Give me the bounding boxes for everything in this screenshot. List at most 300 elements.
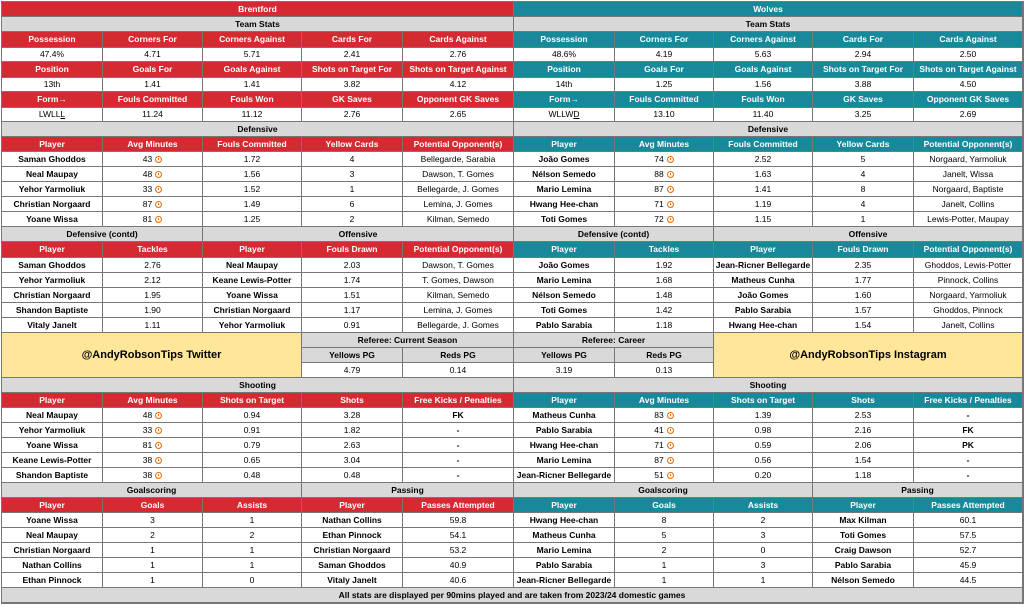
wolves-passing-cell (813, 558, 914, 573)
brentford-defensive-cell-text: 81 (142, 213, 153, 224)
brentford-defcontd-cell-text: Saman Ghoddos (18, 259, 86, 270)
wolves-defensive-cell-text: 8 (860, 183, 866, 194)
wolves-goalscoring-cell (714, 573, 813, 588)
wolves-goalscoring-title (514, 483, 813, 498)
wolves-offensive-cell (813, 303, 914, 318)
brentford-defensive-header-text: Yellow Cards (325, 138, 379, 149)
wolves-form-text: WLLWD (548, 109, 580, 120)
wolves-defcontd-cell (514, 303, 615, 318)
brentford-shooting-cell (2, 408, 103, 423)
wolves-summary-header-text: Position (547, 64, 581, 75)
wolves-offensive-cell-text: Pinnock, Collins (937, 274, 999, 285)
clock-icon (155, 156, 162, 163)
wolves-defcontd-cell (514, 318, 615, 333)
brentford-shooting-cell (302, 423, 403, 438)
brentford-defcontd-cell-text: Shandon Baptiste (15, 304, 89, 315)
wolves-defcontd-header-text: Player (551, 244, 577, 255)
brentford-defcontd-cell (2, 303, 103, 318)
brentford-defcontd-cell (2, 258, 103, 273)
wolves-shooting-cell (813, 453, 914, 468)
wolves-shooting-cell-text: FK (962, 424, 974, 435)
wolves-goalscoring-cell-text: Pablo Sarabia (535, 559, 593, 570)
brentford-shooting-cell-text: - (456, 454, 460, 465)
wolves-shooting-cell-text: 0.56 (754, 454, 772, 465)
wolves-shooting-cell (514, 468, 615, 483)
wolves-defensive-header (714, 137, 813, 152)
brentford-goalscoring-header (203, 498, 302, 513)
wolves-goalscoring-cell (615, 573, 714, 588)
wolves-offensive-cell (914, 303, 1023, 318)
brentford-goalscoring-header (103, 498, 203, 513)
brentford-defensive-cell (103, 197, 203, 212)
wolves-defcontd-cell (514, 273, 615, 288)
referee-value (403, 363, 514, 378)
brentford-passing-cell-text: 40.6 (449, 574, 467, 585)
wolves-summary-header (514, 62, 615, 78)
brentford-defensive-cell-text: Neal Maupay (26, 168, 78, 179)
wolves-offensive-cell-text: Hwang Hee-chan (728, 319, 798, 330)
wolves-offensive-cell (914, 273, 1023, 288)
wolves-defensive-cell (615, 212, 714, 227)
brentford-shooting-cell (403, 423, 514, 438)
wolves-offensive-title-text: Offensive (848, 228, 888, 239)
brentford-summary-header (302, 92, 403, 108)
brentford-offensive-cell-text: 0.91 (343, 319, 361, 330)
wolves-defensive-cell-text: Norgaard, Yarmoliuk (929, 153, 1007, 164)
wolves-passing-cell (914, 528, 1023, 543)
wolves-shooting-cell (514, 438, 615, 453)
brentford-summary-header (403, 32, 514, 48)
brentford-offensive-cell-text: 1.17 (343, 304, 361, 315)
wolves-passing-cell-text: 44.5 (959, 574, 977, 585)
wolves-defensive-header-text: Player (551, 138, 577, 149)
wolves-summary-value (714, 48, 813, 62)
brentford-summary-header-text: Form→ (37, 94, 67, 105)
wolves-shooting-header (914, 393, 1023, 408)
footer-note-text: All stats are displayed per 90mins played and are taken from 2023/24 domestic games (338, 589, 686, 600)
brentford-goalscoring-cell (103, 543, 203, 558)
wolves-defensive-cell-text: 4 (860, 198, 866, 209)
brentford-defensive-cell-text: Saman Ghoddos (18, 153, 86, 164)
referee-header-text: Yellows PG (541, 349, 587, 360)
brentford-offensive-header (203, 242, 302, 258)
brentford-defensive-cell (302, 152, 403, 167)
wolves-shooting-cell-text: 2.16 (854, 424, 872, 435)
wolves-summary-header-text: Goals For (644, 64, 684, 75)
referee-value (615, 363, 714, 378)
brentford-summary-header (203, 32, 302, 48)
brentford-shooting-cell (2, 468, 103, 483)
brentford-defensive-cell (203, 212, 302, 227)
brentford-offensive-header (403, 242, 514, 258)
wolves-goalscoring-cell (714, 528, 813, 543)
brentford-defensive-cell-text: Yoane Wissa (26, 213, 78, 224)
brentford-defcontd-header (103, 242, 203, 258)
wolves-goalscoring-header-text: Player (551, 499, 577, 510)
wolves-form (514, 108, 615, 122)
wolves-shooting-cell (615, 438, 714, 453)
brentford-offensive-title (203, 227, 514, 242)
wolves-offensive-cell (714, 273, 813, 288)
wolves-defensive-cell-text: Nélson Semedo (532, 168, 596, 179)
wolves-defcontd-cell-text: 1.68 (655, 274, 673, 285)
brentford-shooting-cell (103, 453, 203, 468)
brentford-offensive-cell (302, 258, 403, 273)
wolves-defensive-cell-text: 1.19 (754, 198, 772, 209)
brentford-passing-cell (403, 558, 514, 573)
brentford-summary-header-text: Cards For (331, 34, 373, 45)
wolves-shooting-cell (514, 423, 615, 438)
brentford-summary-header-text: Opponent GK Saves (416, 94, 500, 105)
brentford-summary-value-text: 3.82 (343, 79, 361, 90)
wolves-summary-header (714, 92, 813, 108)
brentford-goalscoring-title (2, 483, 302, 498)
wolves-summary-header-text: Cards Against (939, 34, 997, 45)
brentford-offensive-cell-text: Kilman, Semedo (426, 289, 490, 300)
wolves-defensive-cell (813, 167, 914, 182)
wolves-defensive-cell-text: Janelt, Collins (941, 198, 995, 209)
wolves-shooting-cell-text: Mario Lemina (536, 454, 592, 465)
brentford-defensive-cell-text: 1 (349, 183, 355, 194)
wolves-defcontd-cell-text: 1.42 (655, 304, 673, 315)
brentford-shooting-cell-text: FK (452, 409, 464, 420)
wolves-shooting-header-text: Player (551, 394, 577, 405)
brentford-offensive-cell-text: Keane Lewis-Potter (212, 274, 292, 285)
wolves-shooting-cell-text: 1.18 (854, 469, 872, 480)
brentford-summary-header-text: Goals Against (223, 64, 281, 75)
clock-icon (667, 171, 674, 178)
wolves-offensive-cell (714, 288, 813, 303)
brentford-defensive-cell-text: 3 (349, 168, 355, 179)
brentford-defensive-cell (203, 167, 302, 182)
wolves-goalscoring-cell-text: 2 (661, 544, 667, 555)
wolves-defcontd-cell (615, 303, 714, 318)
brentford-summary-header (203, 92, 302, 108)
wolves-shooting-cell-text: - (966, 454, 970, 465)
wolves-goalscoring-header (615, 498, 714, 513)
brentford-offensive-cell (203, 318, 302, 333)
wolves-offensive-cell-text: 1.60 (854, 289, 872, 300)
brentford-summary-value (302, 48, 403, 62)
wolves-shooting-cell (813, 468, 914, 483)
wolves-defensive-header (514, 137, 615, 152)
brentford-shooting-cell (302, 408, 403, 423)
wolves-passing-cell-text: 52.7 (959, 544, 977, 555)
wolves-goalscoring-cell (714, 543, 813, 558)
wolves-goalscoring-cell (514, 513, 615, 528)
brentford-passing-cell-text: 59.8 (449, 514, 467, 525)
brentford-defcontd-cell (103, 273, 203, 288)
brentford-shooting-cell-text: 38 (142, 469, 153, 480)
wolves-shooting-cell (914, 423, 1023, 438)
brentford-defcontd-title-text: Defensive (contd) (66, 228, 138, 239)
wolves-defcontd-cell (615, 258, 714, 273)
brentford-goalscoring-cell-text: 1 (150, 574, 155, 585)
brentford-goalscoring-cell (103, 573, 203, 588)
clock-icon (155, 201, 162, 208)
wolves-passing-cell-text: 60.1 (959, 514, 977, 525)
wolves-summary-header (714, 32, 813, 48)
brentford-offensive-cell (302, 303, 403, 318)
brentford-defensive-cell (103, 152, 203, 167)
brentford-shooting-cell (2, 423, 103, 438)
brentford-offensive-cell (302, 318, 403, 333)
brentford-shooting-cell-text: 0.48 (343, 469, 361, 480)
brentford-shooting-cell-text: 2.63 (343, 439, 361, 450)
brentford-team-stats-title-text: Team Stats (235, 18, 280, 29)
wolves-summary-value (615, 108, 714, 122)
brentford-shooting-header (103, 393, 203, 408)
wolves-goalscoring-cell-text: 3 (760, 559, 766, 570)
wolves-passing-cell (813, 573, 914, 588)
referee-header (302, 348, 403, 363)
brentford-offensive-header (302, 242, 403, 258)
brentford-offensive-cell-text: Christian Norgaard (213, 304, 291, 315)
brentford-shooting-cell (403, 453, 514, 468)
brentford-defensive-header (403, 137, 514, 152)
brentford-passing-cell-text: Saman Ghoddos (318, 559, 386, 570)
wolves-goalscoring-cell-text: 1 (760, 574, 766, 585)
brentford-defensive-cell (2, 212, 103, 227)
brentford-offensive-cell-text: 2.03 (343, 259, 361, 270)
wolves-offensive-cell (914, 318, 1023, 333)
brentford-goalscoring-cell-text: 2 (150, 529, 155, 540)
brentford-shooting-cell-text: 0.65 (243, 454, 261, 465)
brentford-offensive-cell-text: 1.51 (343, 289, 361, 300)
brentford-goalscoring-cell (2, 513, 103, 528)
wolves-defensive-cell-text: Hwang Hee-chan (529, 198, 599, 209)
brentford-summary-header (203, 62, 302, 78)
wolves-shooting-cell-text: 83 (654, 409, 664, 420)
wolves-defensive-cell (714, 152, 813, 167)
instagram-promo (714, 333, 1023, 378)
brentford-shooting-cell-text: 0.94 (243, 409, 261, 420)
wolves-defensive-cell-text: 4 (860, 168, 866, 179)
wolves-shooting-title-text: Shooting (749, 379, 787, 390)
wolves-passing-header (813, 498, 914, 513)
brentford-offensive-header-text: Fouls Drawn (326, 244, 378, 255)
wolves-shooting-cell (914, 453, 1023, 468)
wolves-defcontd-cell-text: Toti Gomes (540, 304, 588, 315)
wolves-shooting-header-text: Free Kicks / Penalties (924, 394, 1012, 405)
brentford-defensive-cell (403, 167, 514, 182)
brentford-summary-header-text: Goals For (132, 64, 173, 75)
brentford-goalscoring-cell-text: 1 (249, 544, 255, 555)
brentford-shooting-cell (403, 408, 514, 423)
referee-header-text: Reds PG (440, 349, 476, 360)
wolves-summary-value (813, 108, 914, 122)
brentford-summary-value-text: 2.76 (343, 109, 361, 120)
brentford-summary-header-text: GK Saves (332, 94, 372, 105)
wolves-shooting-header (813, 393, 914, 408)
wolves-defensive-title-text: Defensive (747, 123, 789, 134)
brentford-summary-value (203, 78, 302, 92)
wolves-offensive-cell-text: Janelt, Collins (941, 319, 995, 330)
wolves-offensive-cell-text: Ghoddos, Pinnock (933, 304, 1003, 315)
brentford-defensive-cell-text: 6 (349, 198, 355, 209)
wolves-defensive-cell (914, 182, 1023, 197)
brentford-passing-cell-text: 54.1 (449, 529, 467, 540)
brentford-passing-cell (302, 528, 403, 543)
brentford-defensive-cell-text: 43 (142, 153, 153, 164)
brentford-defcontd-cell (103, 258, 203, 273)
wolves-defcontd-cell (514, 258, 615, 273)
wolves-summary-header-text: GK Saves (843, 94, 883, 105)
brentford-shooting-cell-text: - (456, 424, 460, 435)
wolves-summary-header (615, 62, 714, 78)
brentford-goalscoring-cell (203, 513, 302, 528)
wolves-shooting-cell (514, 408, 615, 423)
brentford-form (2, 108, 103, 122)
referee-value-text: 0.14 (449, 364, 467, 375)
wolves-defensive-cell-text: João Gomes (538, 153, 590, 164)
wolves-summary-value-text: 2.94 (854, 49, 872, 60)
brentford-summary-value (103, 48, 203, 62)
wolves-offensive-header-text: Fouls Drawn (837, 244, 889, 255)
wolves-shooting-cell-text: Pablo Sarabia (535, 424, 593, 435)
brentford-shooting-cell-text: Shandon Baptiste (15, 469, 89, 480)
clock-icon (155, 216, 162, 223)
instagram-promo-text: @AndyRobsonTips Instagram (789, 348, 947, 361)
brentford-goalscoring-cell-text: 1 (249, 514, 255, 525)
wolves-defensive-cell (914, 167, 1023, 182)
brentford-defensive-cell (302, 167, 403, 182)
wolves-defensive-cell (514, 152, 615, 167)
brentford-defensive-cell (302, 197, 403, 212)
brentford-goalscoring-cell (203, 573, 302, 588)
wolves-defensive-cell-text: 1 (860, 213, 866, 224)
wolves-offensive-title (714, 227, 1023, 242)
brentford-passing-cell (403, 513, 514, 528)
wolves-summary-header-text: Corners For (639, 34, 689, 45)
wolves-defensive-cell-text: 1.15 (754, 213, 772, 224)
brentford-goalscoring-cell-text: Christian Norgaard (13, 544, 91, 555)
wolves-defcontd-cell-text: 1.18 (655, 319, 673, 330)
brentford-shooting-cell-text: Yehor Yarmoliuk (18, 424, 86, 435)
wolves-defcontd-header (615, 242, 714, 258)
wolves-defcontd-cell-text: João Gomes (538, 259, 590, 270)
brentford-shooting-cell-text: 0.48 (243, 469, 261, 480)
brentford-summary-header (302, 62, 403, 78)
brentford-summary-header (302, 32, 403, 48)
wolves-passing-cell (914, 513, 1023, 528)
wolves-summary-value (615, 48, 714, 62)
wolves-passing-header-text: Player (850, 499, 876, 510)
wolves-goalscoring-cell-text: Matheus Cunha (532, 529, 596, 540)
wolves-shooting-cell-text: 87 (654, 454, 664, 465)
wolves-passing-header (914, 498, 1023, 513)
brentford-defensive-cell-text: 4 (349, 153, 355, 164)
brentford-goalscoring-header-text: Player (39, 499, 65, 510)
wolves-passing-cell (914, 573, 1023, 588)
brentford-shooting-cell (103, 423, 203, 438)
wolves-defensive-cell (514, 182, 615, 197)
wolves-offensive-cell-text: João Gomes (737, 289, 789, 300)
brentford-summary-header-text: Corners For (128, 34, 177, 45)
wolves-passing-cell (914, 558, 1023, 573)
brentford-defensive-cell-text: Lemina, J. Gomes (423, 198, 493, 209)
brentford-shooting-cell (203, 408, 302, 423)
wolves-summary-header (615, 32, 714, 48)
brentford-summary-value-text: 2.65 (449, 109, 467, 120)
wolves-shooting-cell (615, 468, 714, 483)
brentford-shooting-header (302, 393, 403, 408)
clock-icon (667, 472, 674, 479)
wolves-team-stats-title (514, 17, 1023, 32)
brentford-defensive-header (302, 137, 403, 152)
brentford-passing-cell (403, 573, 514, 588)
brentford-form-text: LWLLL (38, 109, 66, 120)
wolves-defensive-cell-text: 87 (654, 183, 664, 194)
wolves-summary-value-text: 4.19 (655, 49, 673, 60)
brentford-defensive-cell-text: 2 (349, 213, 355, 224)
brentford-offensive-cell (403, 273, 514, 288)
wolves-shooting-cell (714, 453, 813, 468)
brentford-summary-header-text: Fouls Won (230, 94, 274, 105)
wolves-summary-header (813, 92, 914, 108)
clock-icon (155, 457, 162, 464)
brentford-offensive-header-text: Potential Opponent(s) (413, 244, 503, 255)
brentford-offensive-cell-text: Lemina, J. Gomes (423, 304, 493, 315)
wolves-defensive-cell (914, 212, 1023, 227)
brentford-summary-header (103, 62, 203, 78)
wolves-passing-cell (813, 543, 914, 558)
brentford-defensive-cell-text: Dawson, T. Gomes (422, 168, 494, 179)
wolves-shooting-cell (615, 408, 714, 423)
brentford-summary-value (2, 48, 103, 62)
wolves-summary-value (914, 48, 1023, 62)
brentford-defcontd-cell (2, 273, 103, 288)
brentford-defensive-header-text: Player (39, 138, 65, 149)
brentford-summary-header-text: Fouls Committed (117, 94, 188, 105)
brentford-shooting-header (403, 393, 514, 408)
brentford-shooting-cell-text: 1.82 (343, 424, 361, 435)
brentford-passing-cell-text: Ethan Pinnock (322, 529, 382, 540)
wolves-defensive-cell (914, 152, 1023, 167)
brentford-summary-value (203, 48, 302, 62)
wolves-summary-header-text: Goals Against (734, 64, 792, 75)
brentford-summary-value (403, 48, 514, 62)
wolves-offensive-cell (813, 318, 914, 333)
brentford-shooting-header-text: Free Kicks / Penalties (414, 394, 502, 405)
brentford-goalscoring-cell (203, 543, 302, 558)
wolves-goalscoring-header (714, 498, 813, 513)
wolves-goalscoring-cell-text: 3 (760, 529, 766, 540)
brentford-shooting-cell (2, 438, 103, 453)
brentford-shooting-cell (203, 438, 302, 453)
brentford-defcontd-cell-text: 2.12 (144, 274, 161, 285)
brentford-offensive-cell (403, 288, 514, 303)
brentford-defensive-cell-text: 1.56 (243, 168, 261, 179)
wolves-goalscoring-cell-text: 1 (661, 574, 667, 585)
wolves-defcontd-cell-text: Mario Lemina (536, 274, 592, 285)
brentford-defcontd-cell (103, 318, 203, 333)
wolves-summary-header-text: Shots on Target For (822, 64, 904, 75)
wolves-shooting-cell-text: Hwang Hee-chan (529, 439, 599, 450)
wolves-offensive-cell-text: Jean-Ricner Bellegarde (715, 259, 811, 270)
brentford-defensive-header-text: Potential Opponent(s) (413, 138, 503, 149)
wolves-offensive-cell-text: Pablo Sarabia (734, 304, 792, 315)
wolves-goalscoring-cell (514, 573, 615, 588)
brentford-summary-header-text: Corners Against (219, 34, 285, 45)
brentford-passing-header-text: Passes Attempted (421, 499, 495, 510)
brentford-defensive-cell (302, 212, 403, 227)
wolves-defensive-cell (813, 182, 914, 197)
wolves-passing-title-text: Passing (901, 484, 934, 495)
wolves-offensive-header-text: Potential Opponent(s) (923, 244, 1013, 255)
wolves-summary-value (714, 78, 813, 92)
wolves-summary-header (914, 32, 1023, 48)
